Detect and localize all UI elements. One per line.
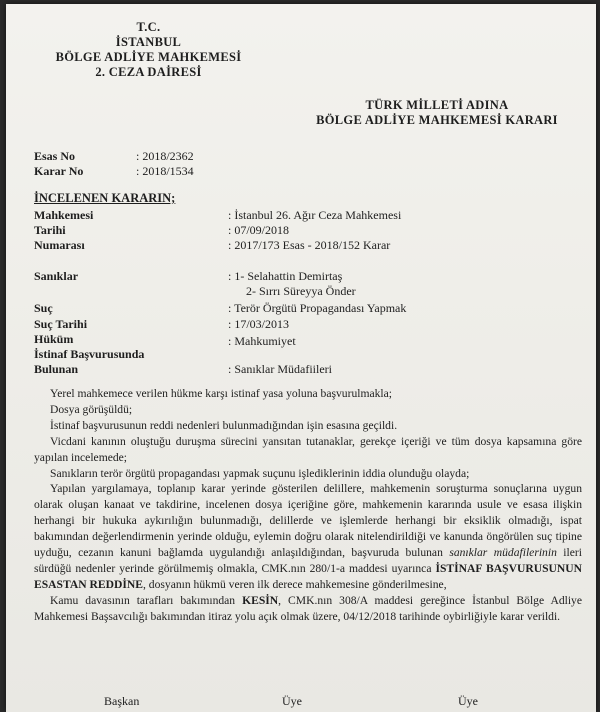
court-header-line-city: İSTANBUL [115, 35, 182, 49]
reviewed-decision-title: İNCELENEN KARARIN; [34, 191, 176, 205]
tarihi-value: : 07/09/2018 [228, 223, 290, 237]
sanik-1: : 1- Selahattin Demirtaş [228, 269, 343, 283]
p7-final-ruling: KESİN [242, 593, 279, 607]
court-decision-document [6, 4, 596, 712]
mahkemesi-label: Mahkemesi [34, 208, 94, 222]
decision-body [34, 386, 582, 625]
saniklar-label: Sanıklar [34, 269, 79, 283]
p7-text-b: , CMK.nın 308/A maddesi gereğince İstanbul Bölge Adliye Mahkemesi Başsavcılığı bakımından itiraz yolu açık olmak üzere, 04/12/2018 tarihinde oybirliğiyle karar verildi. [34, 593, 583, 623]
p7-text-a: Kamu davasının tarafları bakımından [50, 593, 243, 607]
suc-value: : Terör Örgütü Propagandası Yapmak [228, 301, 407, 315]
body-paragraph-6 [34, 481, 582, 592]
body-paragraph-3: İstinaf başvurusunun reddi nedenleri bulunmadığından işin esasına geçildi. [50, 418, 398, 432]
decision-header [302, 98, 572, 128]
p6-text-a: Yapılan yargılamaya, toplanıp karar yerinde gösterilen delillere, mahkemenin soruşturma sonuçlarına uygun olarak oluşan kanaat ve takdirine, incelenen dosya içeriğine göre, mahkemenin kararında usule ve esasa ilişkin herhangi bir hukuka aykırılığın bulunmadığı, delillerde ve işlemlerde herhangi bir eksiklik olmadığı, ispat bakımından değerlendirmenin yerinde olduğu, eylemin doğru olarak nitelendirildiği ve kanunda öngörülen suç tipine uyduğu, cezanın kanuni bağlamda uygulandığı anlaşıldığından, başvuruda bulunan [34, 482, 582, 560]
suc-tarihi-value: : 17/03/2013 [228, 317, 290, 331]
decision-header-line1: TÜRK MİLLETİ ADINA [365, 98, 509, 112]
bulunan-label: Bulunan [34, 362, 79, 376]
p6-text-b: ileri sürdüğü nedenler yerinde görülmemiş olmakla, CMK.nın 280/1-a maddesi uyarınca [34, 546, 582, 575]
p6-text-c: , dosyanın hükmü veren ilk derece mahkemesine gönderilmesine, [143, 577, 447, 591]
decision-header-line2: BÖLGE ADLİYE MAHKEMESİ KARARI [316, 113, 558, 127]
suc-tarihi-label: Suç Tarihi [34, 317, 88, 331]
numarasi-value: : 2017/173 Esas - 2018/152 Karar [228, 238, 391, 252]
numarasi-label: Numarası [34, 238, 85, 252]
body-paragraph-4: Vicdani kanının oluştuğu duruşma sürecini yansıtan tutanaklar, gerekçe içeriği ve tüm dosya kapsamına göre yapılan incelemede; [34, 434, 582, 464]
body-paragraph-5: Sanıkların terör örgütü propagandası yapmak suçunu işlediklerinin iddia olunduğu olayda; [50, 466, 470, 480]
p6-ruling: İSTİNAF BAŞVURUSUNUN ESASTAN REDDİNE [34, 561, 583, 591]
mahkemesi-value: : İstanbul 26. Ağır Ceza Mahkemesi [228, 208, 402, 222]
signature-uye-1: Üye [282, 694, 302, 708]
p6-italic-phrase: sanıklar müdafilerinin [449, 546, 557, 560]
body-paragraph-7 [34, 593, 582, 625]
signature-uye-2: Üye [458, 694, 478, 708]
court-header-line-chamber: 2. CEZA DAİRESİ [95, 65, 202, 79]
court-header-line-tc: T.C. [136, 20, 161, 34]
hukum-label: Hüküm [34, 332, 74, 346]
body-paragraph-1: Yerel mahkemece verilen hükme karşı istinaf yasa yoluna başvurulmakla; [50, 387, 393, 400]
tarihi-label: Tarihi [34, 223, 66, 237]
bulunan-value: : Sanıklar Müdafiileri [228, 362, 332, 376]
esas-no-value: : 2018/2362 [136, 149, 194, 163]
sanik-2: 2- Sırrı Süreyya Önder [246, 284, 356, 298]
court-header [26, 20, 271, 80]
esas-no-label: Esas No [34, 149, 76, 163]
karar-no-label: Karar No [34, 164, 84, 178]
suc-label: Suç [34, 301, 53, 315]
court-header-line-court: BÖLGE ADLİYE MAHKEMESİ [55, 50, 242, 64]
signature-baskan: Başkan [104, 694, 140, 708]
body-paragraph-2: Dosya görüşüldü; [50, 402, 133, 416]
istinaf-basvurusunda-label: İstinaf Başvurusunda [34, 347, 145, 361]
karar-no-value: : 2018/1534 [136, 164, 194, 178]
hukum-value: : Mahkumiyet [228, 334, 296, 348]
